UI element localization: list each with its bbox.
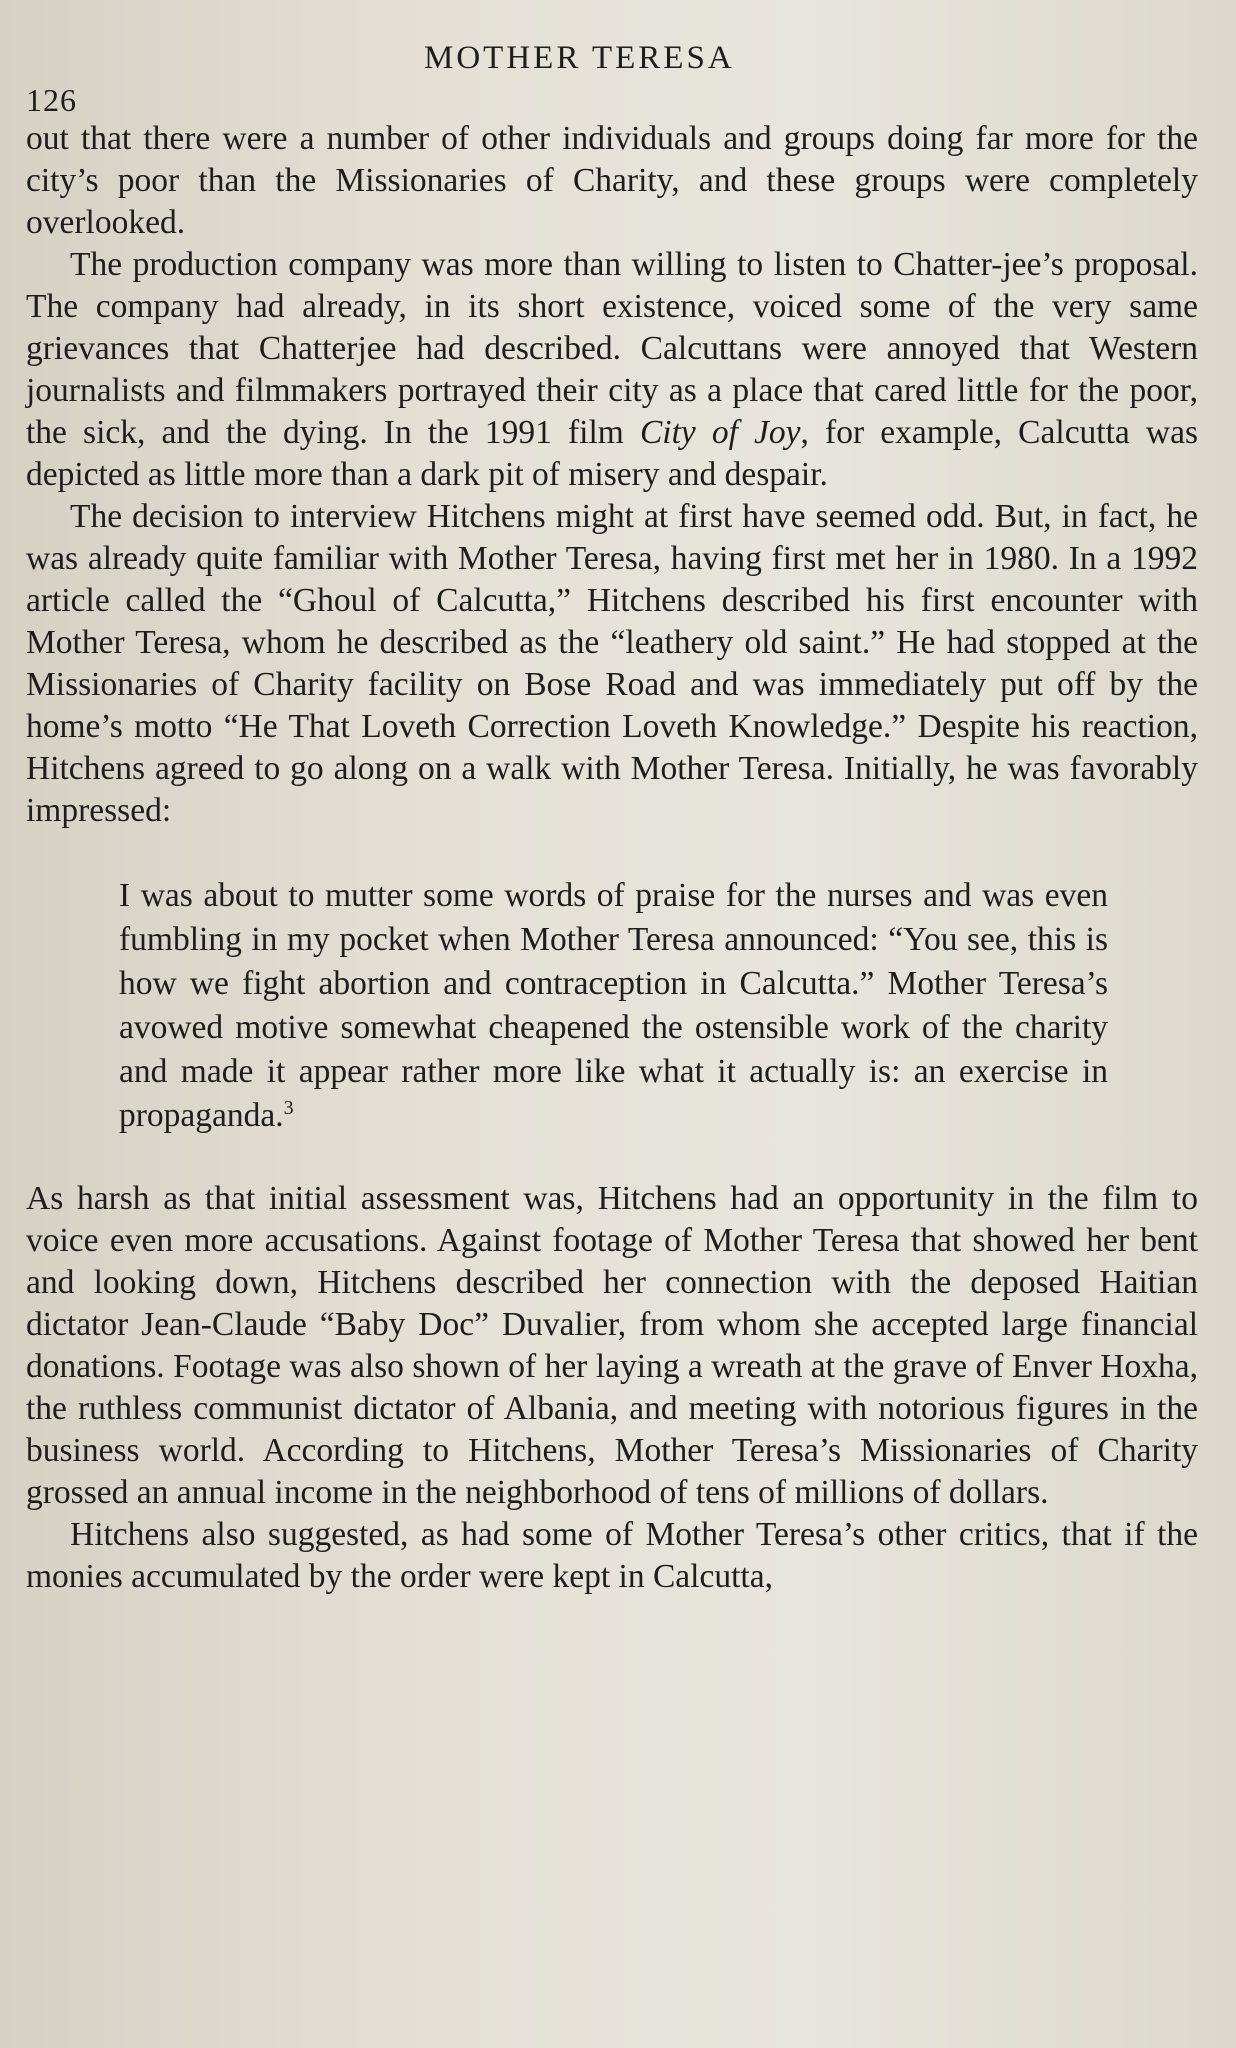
page-number: 126: [26, 82, 77, 118]
film-title: City of Joy: [639, 414, 801, 451]
paragraph-production-company: [26, 244, 1198, 496]
paragraph-hitchens-interview: The decision to interview Hitchens might at first have seemed odd. But, in fact, he was already quite familiar with Mother Teresa, having first met her in 1980. In a 1992 article called the “Ghoul of Calcutta,” Hitchens described his first encounter with Mother Teresa, whom he described as the “leathery old saint.” He had stopped at the Missionaries of Charity facility on Bose Road and was immediately put off by the home’s motto “He That Loveth Correction Loveth Knowledge.” Despite his reaction, Hitchens agreed to go along on a walk with Mother Teresa. Initially, he was favorably impressed:: [26, 498, 1198, 829]
body-text: [26, 118, 1198, 1598]
paragraph-monies: Hitchens also suggested, as had some of Mother Teresa’s other critics, that if the monies accumulated by the order were kept in Calcutta,: [26, 1516, 1198, 1595]
running-title: MOTHER TERESA: [424, 40, 735, 76]
paragraph-text-before-title: The production company was more than willing to listen to Chatter-jee’s proposal. The company had already, in its short existence, voiced some of the very same grievances that Chatterjee had described. Calcuttans were annoyed that Western journalists and filmmakers portrayed their city as a place that cared little for the poor, the sick, and the dying. In the 1991 film: [26, 246, 1198, 451]
footnote-marker: 3: [283, 1096, 294, 1119]
block-quote: [119, 874, 1108, 1138]
paragraph-accusations: As harsh as that initial assessment was, Hitchens had an opportunity in the film to voice even more accusations. Against footage of Mother Teresa that showed her bent and looking down, Hitchens described her connection with the deposed Haitian dictator Jean-Claude “Baby Doc” Duvalier, from whom she accepted large financial donations. Footage was also shown of her laying a wreath at the grave of Enver Hoxha, the ruthless communist dictator of Albania, and meeting with notorious figures in the business world. According to Hitchens, Mother Teresa’s Missionaries of Charity grossed an annual income in the neighborhood of tens of millions of dollars.: [26, 1180, 1198, 1511]
paragraph-text-after-title: , for example, Calcutta was depicted as little more than a dark pit of misery and despair.: [26, 414, 1199, 493]
quote-text: I was about to mutter some words of praise for the nurses and was even fumbling in my pocket when Mother Teresa announced: “You see, this is how we fight abortion and contraception in Calcutta.” Mother Teresa’s avowed motive somewhat cheapened the ostensible work of the charity and made it appear rather more like what it actually is: an exercise in propaganda.: [119, 877, 1108, 1134]
running-header: [26, 38, 1198, 118]
paragraph-continuation: out that there were a number of other individuals and groups doing far more for the city’s poor than the Missionaries of Charity, and these groups were completely overlooked.: [26, 120, 1198, 241]
